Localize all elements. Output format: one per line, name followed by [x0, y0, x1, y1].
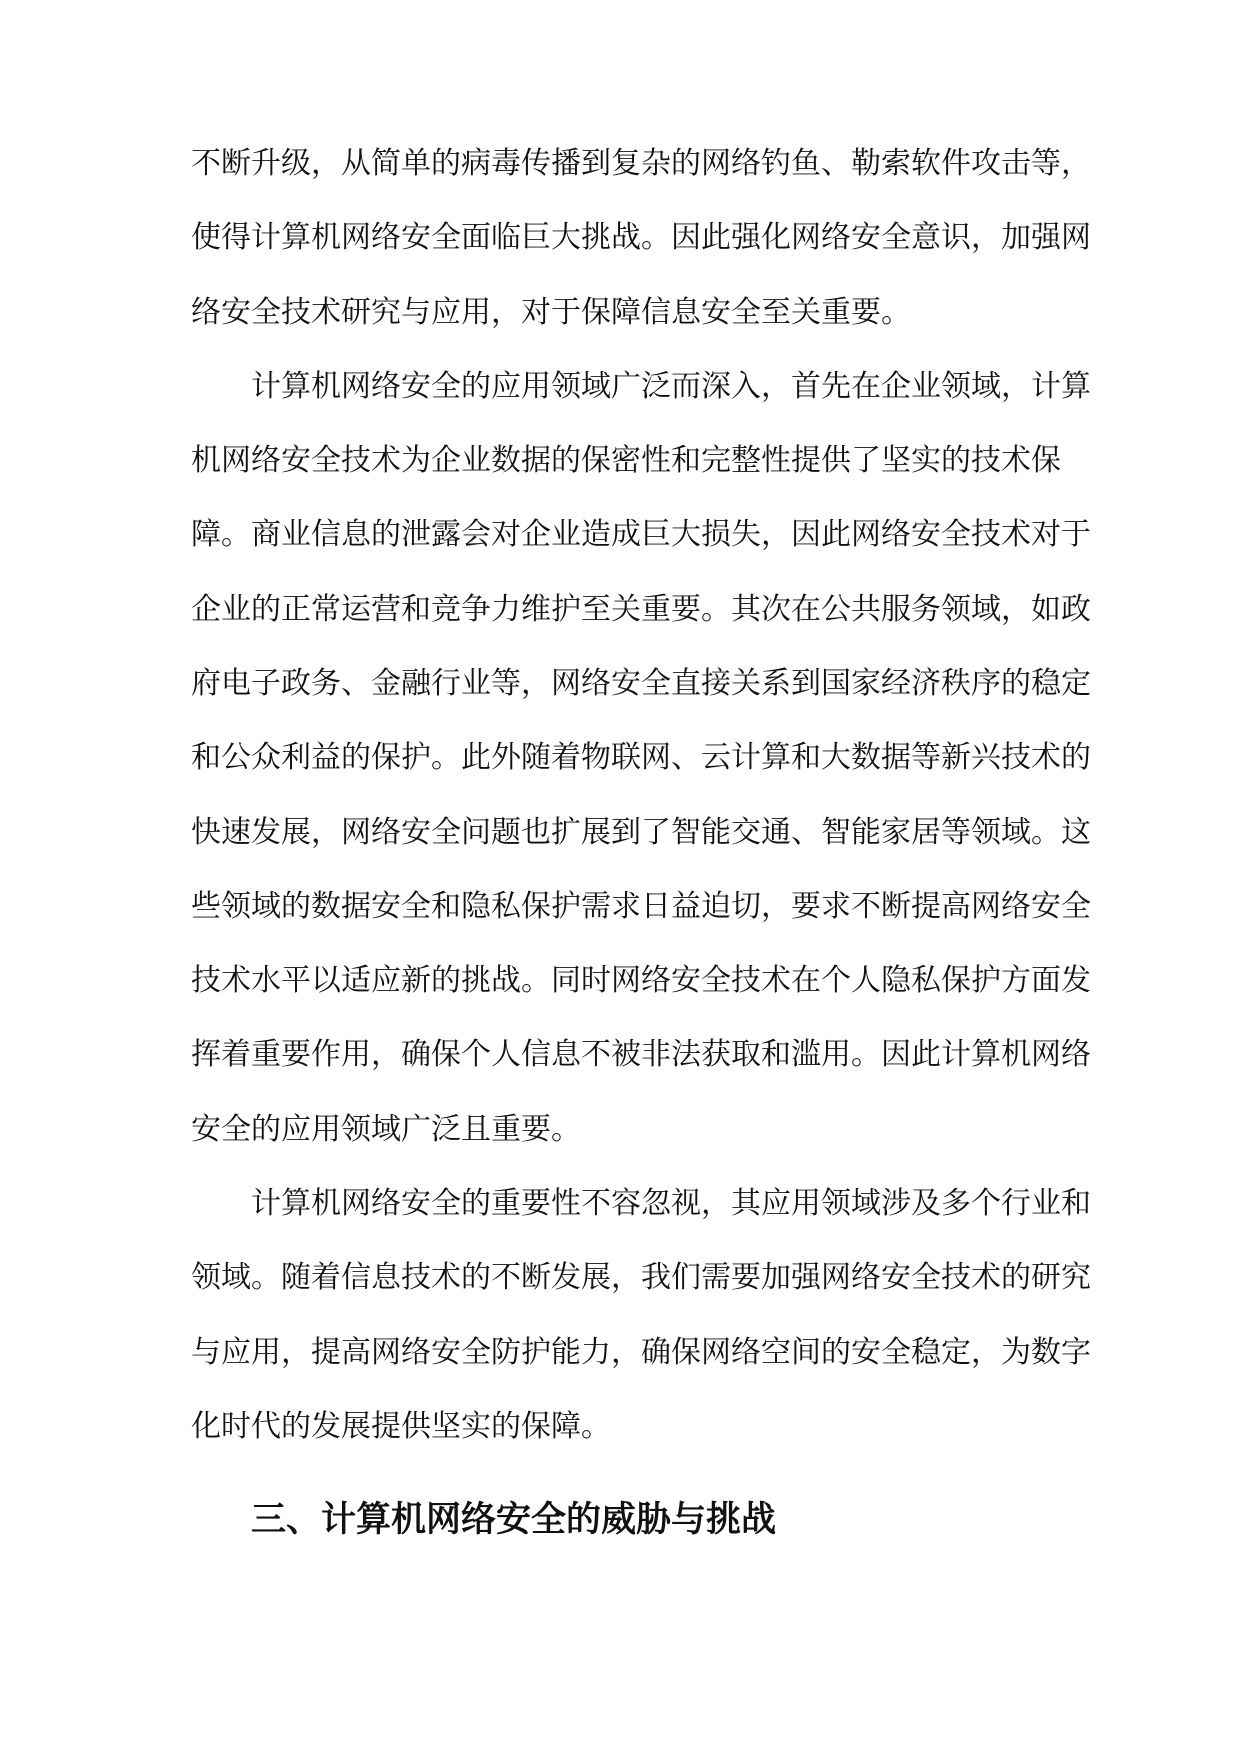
- body-line: 挥着重要作用，确保个人信息不被非法获取和滥用。因此计算机网络: [191, 1037, 1091, 1072]
- body-line: 使得计算机网络安全面临巨大挑战。因此强化网络安全意识，加强网: [191, 220, 1091, 255]
- body-line: 络安全技术研究与应用，对于保障信息安全至关重要。: [191, 295, 911, 330]
- body-line: 技术水平以适应新的挑战。同时网络安全技术在个人隐私保护方面发: [191, 963, 1091, 998]
- body-line: 机网络安全技术为企业数据的保密性和完整性提供了坚实的技术保: [191, 443, 1061, 478]
- body-line: 化时代的发展提供坚实的保障。: [191, 1409, 611, 1444]
- body-line: 计算机网络安全的应用领域广泛而深入，首先在企业领域，计算: [191, 369, 1091, 404]
- body-line: 快速发展，网络安全问题也扩展到了智能交通、智能家居等领域。这: [191, 815, 1091, 850]
- body-line: 安全的应用领域广泛且重要。: [191, 1112, 581, 1147]
- body-line: 企业的正常运营和竞争力维护至关重要。其次在公共服务领域，如政: [191, 592, 1091, 627]
- body-line: 障。商业信息的泄露会对企业造成巨大损失，因此网络安全技术对于: [191, 517, 1091, 552]
- body-line: 领域。随着信息技术的不断发展，我们需要加强网络安全技术的研究: [191, 1260, 1091, 1295]
- body-line: 和公众利益的保护。此外随着物联网、云计算和大数据等新兴技术的: [191, 740, 1091, 775]
- body-line: 与应用，提高网络安全防护能力，确保网络空间的安全稳定，为数字: [191, 1335, 1091, 1370]
- body-line: 计算机网络安全的重要性不容忽视，其应用领域涉及多个行业和: [191, 1186, 1091, 1221]
- section-heading: 三、计算机网络安全的威胁与挑战: [251, 1499, 777, 1540]
- body-line: 府电子政务、金融行业等，网络安全直接关系到国家经济秩序的稳定: [191, 666, 1091, 701]
- body-line: 些领域的数据安全和隐私保护需求日益迫切，要求不断提高网络安全: [191, 889, 1091, 924]
- body-line: 不断升级，从简单的病毒传播到复杂的网络钓鱼、勒索软件攻击等，: [191, 146, 1091, 181]
